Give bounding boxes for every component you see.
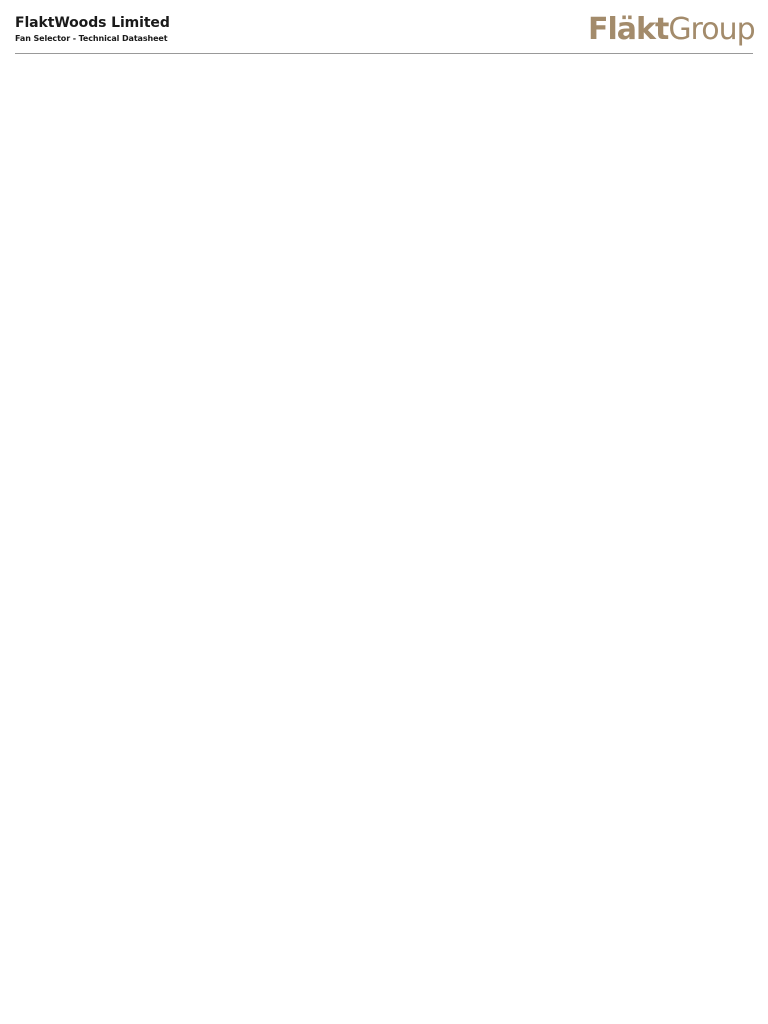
company-name: FlaktWoods Limited bbox=[15, 15, 170, 31]
flaktgroup-logo: FläktGroup bbox=[588, 12, 755, 47]
header-divider bbox=[15, 53, 753, 54]
document-subtitle: Fan Selector - Technical Datasheet bbox=[15, 34, 168, 43]
